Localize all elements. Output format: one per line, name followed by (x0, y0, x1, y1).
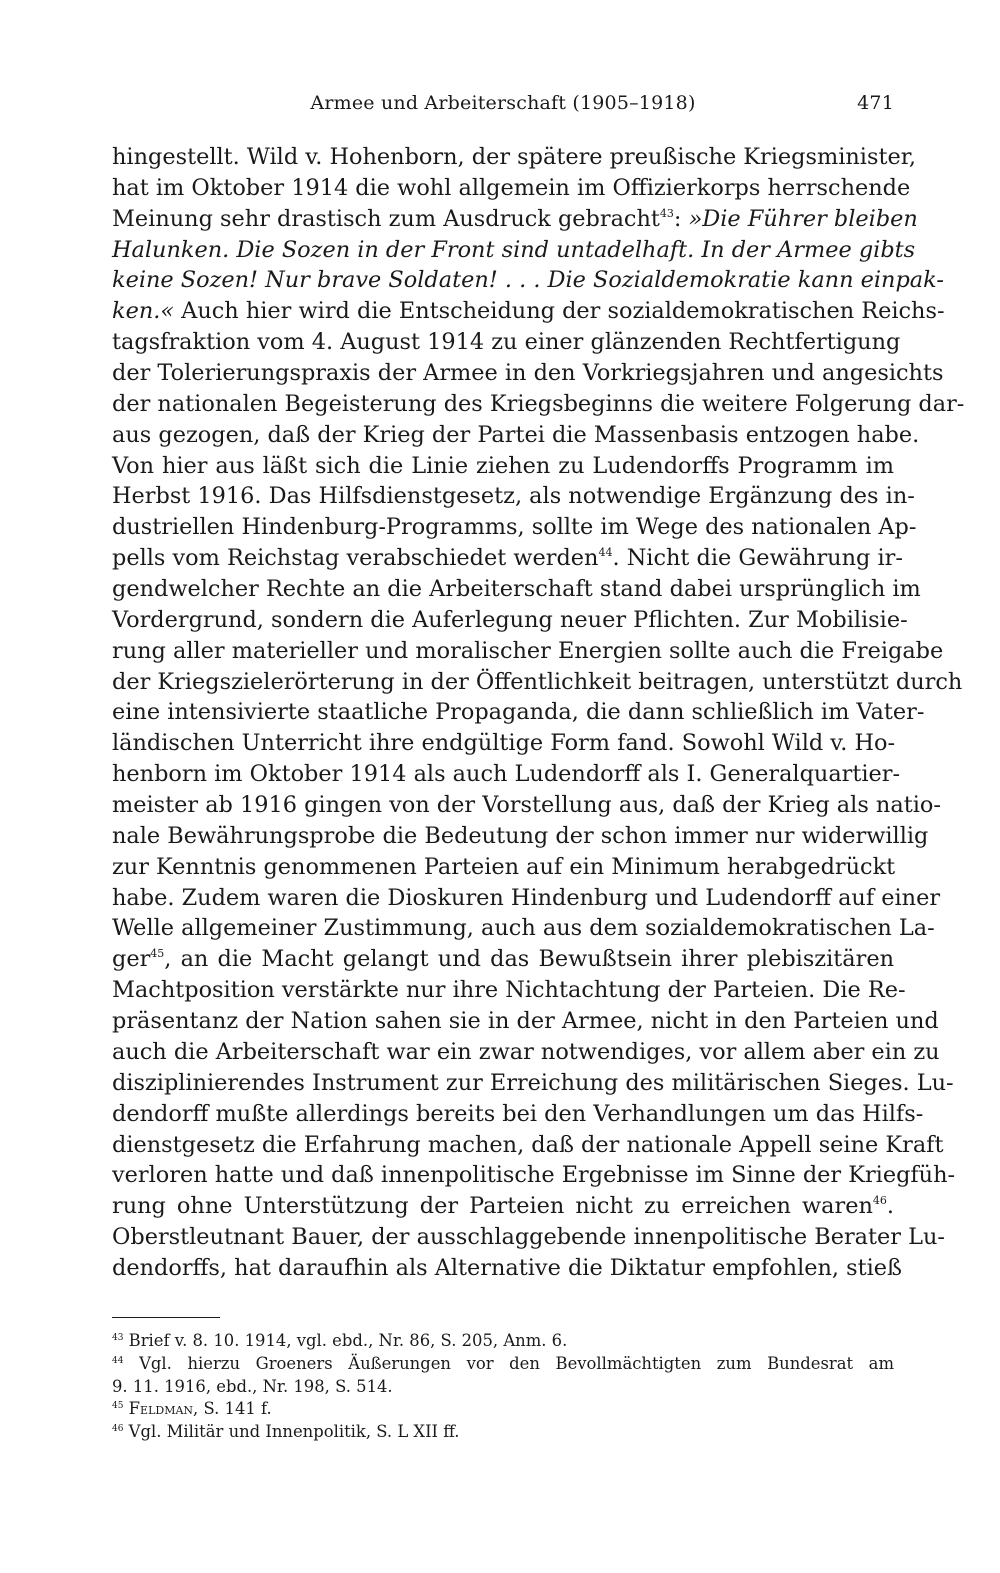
text-line (112, 1253, 903, 1284)
text-segment: rung ohne Unterstützung der Parteien nicht zu erreichen waren (112, 1193, 873, 1220)
text-line (112, 358, 944, 389)
text-segment: eine intensivierte staatliche Propaganda, die dann schließlich im Vater- (112, 699, 925, 726)
footnote-line (112, 1353, 894, 1376)
text-line (112, 667, 963, 698)
text-segment: Oberstleutnant Bauer, der ausschlaggebende innenpolitische Berater Lu- (112, 1224, 945, 1251)
running-title: Armee und Arbeiterschaft (1905–1918) (310, 92, 696, 114)
text-segment: hat im Oktober 1914 die wohl allgemein im Offizierkorps herrschende (112, 174, 911, 201)
text-segment: zur Kenntnis genommenen Parteien auf ein Minimum herabgedrückt (112, 853, 896, 880)
text-line (112, 790, 941, 821)
text-line (112, 265, 944, 296)
footnote-marker: 46 (872, 1194, 887, 1208)
text-line (112, 451, 894, 482)
text-line (112, 605, 908, 636)
text-segment: , an die Macht gelangt und das Bewußtsein ihrer plebiszitären (164, 946, 894, 973)
text-line (112, 1099, 924, 1130)
footnote-line (112, 1330, 894, 1353)
text-segment: präsentanz der Nation sahen sie in der Armee, nicht in den Parteien und (112, 1008, 939, 1035)
text-line (112, 944, 894, 975)
text-segment: aus gezogen, daß der Krieg der Partei die Massenbasis entzogen habe. (112, 421, 920, 448)
text-segment: der Kriegszielerörterung in der Öffentlichkeit beitragen, unterstützt durch (112, 668, 963, 695)
text-segment: ger (112, 946, 151, 973)
text-segment: : (673, 205, 689, 232)
text-segment: dendorffs, hat daraufhin als Alternative die Diktatur empfohlen, stieß (112, 1254, 903, 1281)
text-line (112, 235, 916, 266)
text-line (112, 883, 941, 914)
text-line (112, 420, 920, 451)
text-segment: Auch hier wird die Entscheidung der sozialdemokratischen Reichs- (174, 298, 945, 325)
text-line (112, 327, 901, 358)
text-segment: . Nicht die Gewährung ir- (612, 545, 903, 572)
italic-quote: »Die Führer bleiben (688, 205, 918, 232)
text-segment: Brief v. 8. 10. 1914, vgl. ebd., Nr. 86, S. 205, Anm. 6. (123, 1331, 568, 1350)
text-segment: verloren hatte und daß innenpolitische Ergebnisse im Sinne der Kriegfüh- (112, 1162, 956, 1189)
text-segment: Vgl. hierzu Groeners Äußerungen vor den Bevollmächtigten zum Bundesrat am (123, 1353, 894, 1373)
text-line (112, 975, 906, 1006)
text-segment: henborn im Oktober 1914 als auch Ludendorff als I. Generalquartier- (112, 761, 901, 788)
text-line (112, 1037, 940, 1068)
footnotes (112, 1330, 894, 1444)
footnote-line (112, 1421, 894, 1444)
text-line (112, 142, 917, 173)
footnote-line (112, 1398, 894, 1421)
footnote-marker: 43 (112, 1333, 124, 1343)
text-line (112, 636, 944, 667)
text-line (112, 1130, 944, 1161)
text-line (112, 173, 911, 204)
running-head (112, 88, 894, 118)
text-line (112, 1191, 894, 1222)
text-segment: gendwelcher Rechte an die Arbeiterschaft stand dabei ursprünglich im (112, 576, 921, 603)
text-line (112, 296, 945, 327)
text-segment: nale Bewährungsprobe die Bedeutung der schon immer nur widerwillig (112, 822, 929, 849)
text-line (112, 574, 921, 605)
footnote-marker: 44 (112, 1355, 124, 1366)
text-line (112, 1006, 939, 1037)
text-segment: der nationalen Begeisterung des Kriegsbeginns die weitere Folgerung dar- (112, 390, 965, 417)
text-line (112, 512, 917, 543)
text-segment: habe. Zudem waren die Dioskuren Hindenburg und Ludendorff auf einer (112, 884, 941, 911)
italic-quote: Halunken. Die Sozen in der Front sind untadelhaft. In der Armee gibts (112, 236, 916, 263)
text-segment: disziplinierendes Instrument zur Erreichung des militärischen Sieges. Lu- (112, 1069, 954, 1096)
text-segment: Machtposition verstärkte nur ihre Nichtachtung der Parteien. Die Re- (112, 977, 906, 1004)
text-segment: . (886, 1193, 894, 1220)
text-segment: tagsfraktion vom 4. August 1914 zu einer glänzenden Rechtfertigung (112, 329, 901, 356)
italic-quote: keine Sozen! Nur brave Soldaten! . . . Die Sozialdemokratie kann einpak- (112, 267, 944, 294)
text-line (112, 821, 929, 852)
text-segment: dustriellen Hindenburg-Programms, sollte im Wege des nationalen Ap- (112, 514, 917, 541)
footnote-marker: 45 (112, 1401, 124, 1412)
text-line (112, 1160, 956, 1191)
text-segment: der Tolerierungspraxis der Armee in den Vorkriegsjahren und angesichts (112, 360, 944, 387)
text-segment: auch die Arbeiterschaft war ein zwar notwendiges, vor allem aber ein zu (112, 1038, 940, 1065)
text-line (112, 1068, 954, 1099)
footnote-rule (112, 1317, 220, 1318)
text-line (112, 697, 925, 728)
text-segment: hingestellt. Wild v. Hohenborn, der spätere preußische Kriegsminister, (112, 144, 917, 170)
text-line (112, 852, 894, 883)
text-line (112, 204, 918, 235)
text-segment: Welle allgemeiner Zustimmung, auch aus dem sozialdemokratischen La- (112, 915, 935, 942)
footnote-marker: 43 (659, 206, 674, 220)
text-segment: dendorff mußte allerdings bereits bei den Verhandlungen um das Hilfs- (112, 1100, 924, 1127)
footnote-marker: 45 (150, 947, 165, 961)
text-segment: meister ab 1916 gingen von der Vorstellung aus, daß der Krieg als natio- (112, 792, 941, 819)
author-name: Feldman (128, 1399, 194, 1419)
text-line (112, 1222, 945, 1253)
text-segment: ländischen Unterricht ihre endgültige Form fand. Sowohl Wild v. Ho- (112, 730, 896, 757)
page-number: 471 (857, 92, 894, 114)
text-line (112, 759, 901, 790)
footnote-marker: 44 (598, 546, 613, 560)
text-segment: 9. 11. 1916, ebd., Nr. 198, S. 514. (112, 1376, 393, 1396)
text-line (112, 389, 965, 420)
footnote-marker: 46 (112, 1424, 124, 1435)
text-segment: Meinung sehr drastisch zum Ausdruck gebracht (112, 205, 660, 232)
text-segment: Vordergrund, sondern die Auferlegung neuer Pflichten. Zur Mobilisie- (112, 606, 908, 633)
text-segment: Vgl. Militär und Innenpolitik, S. L XII ff. (123, 1422, 460, 1442)
text-segment: dienstgesetz die Erfahrung machen, daß der nationale Appell seine Kraft (112, 1131, 944, 1158)
text-segment: , S. 141 f. (193, 1399, 272, 1419)
text-segment: Herbst 1916. Das Hilfsdienstgesetz, als notwendige Ergänzung des in- (112, 483, 915, 510)
text-line (112, 913, 935, 944)
text-line (112, 543, 903, 574)
text-line (112, 481, 915, 512)
text-segment: pells vom Reichstag verabschiedet werden (112, 545, 599, 572)
body-text (112, 142, 965, 1284)
footnote-line (112, 1376, 894, 1399)
text-line (112, 728, 894, 759)
text-segment: rung aller materieller und moralischer Energien sollte auch die Freigabe (112, 637, 944, 664)
text-segment: Von hier aus läßt sich die Linie ziehen zu Ludendorffs Programm im (112, 452, 894, 479)
italic-quote: ken.« (112, 298, 175, 325)
